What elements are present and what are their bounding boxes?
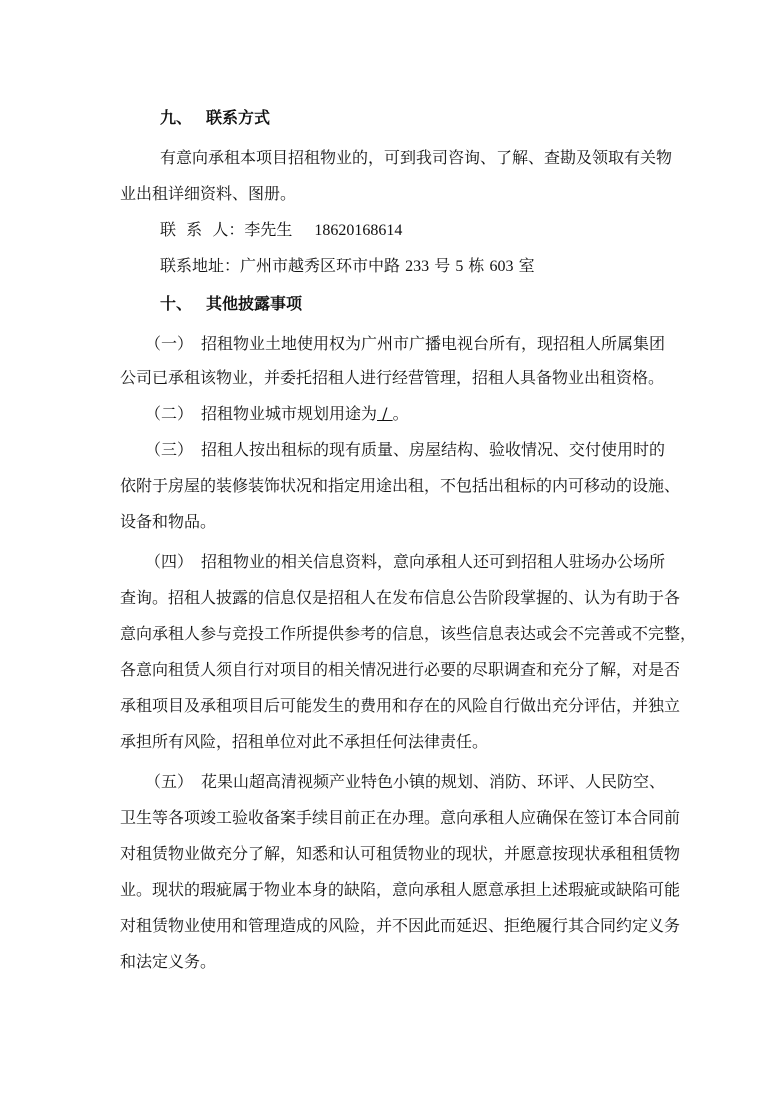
contact-label: 联 系 人： <box>160 220 245 239</box>
item-3-line-2: 依附于房屋的装修装饰状况和指定用途出租，不包括出租标的内可移动的设施、 <box>120 476 681 495</box>
item-1-line-1: 招租物业土地使用权为广州市广播电视台所有，现招租人所属集团 <box>201 334 666 353</box>
contact-phone: 18620168614 <box>314 222 403 239</box>
address-label: 联系地址： <box>160 256 241 275</box>
item-5-line-1: 花果山超高清视频产业特色小镇的规划、消防、环评、人民防空、 <box>201 772 666 791</box>
item-5-line-6: 和法定义务。 <box>120 952 217 971</box>
item-4-line-2: 查询。招租人披露的信息仅是招租人在发布信息公告阶段掌握的、认为有助于各 <box>120 588 681 607</box>
address-number-2: 5 <box>455 258 464 275</box>
section-9-number: 九、 <box>160 108 193 127</box>
item-3-line-3: 设备和物品。 <box>120 512 217 531</box>
item-2-underlined-value: / <box>377 404 393 423</box>
item-5-line-3: 对租赁物业做充分了解，知悉和认可租赁物业的现状，并愿意按现状承租租赁物 <box>120 844 681 863</box>
item-4-line-1: 招租物业的相关信息资料，意向承租人还可到招租人驻场办公场所 <box>201 552 666 571</box>
contact-address-line <box>160 256 535 277</box>
item-2-text-before: 招租物业城市规划用途为 <box>201 404 378 423</box>
item-1-line-2: 公司已承租该物业，并委托招租人进行经营管理，招租人具备物业出租资格。 <box>120 368 665 387</box>
item-3-first-line <box>145 440 665 460</box>
contact-name: 李先生 <box>244 220 293 239</box>
item-3-marker: （三） <box>145 440 194 459</box>
item-2-marker: （二） <box>145 404 194 423</box>
item-5-line-5: 对租赁物业使用和管理造成的风险，并不因此而延迟、拒绝履行其合同约定义务 <box>120 916 681 935</box>
address-number-3: 603 <box>489 258 514 275</box>
item-2-line <box>145 404 409 424</box>
address-part-1: 广州市越秀区环市中路 <box>240 256 401 275</box>
address-number-1: 233 <box>405 258 430 275</box>
section-9-title: 联系方式 <box>206 108 271 127</box>
item-5-line-2: 卫生等各项竣工验收备案手续目前正在办理。意向承租人应确保在签订本合同前 <box>120 808 681 827</box>
item-4-line-3: 意向承租人参与竞投工作所提供参考的信息，该些信息表达或会不完善或不完整， <box>120 624 697 643</box>
section-9-intro-line-2: 业出租详细资料、图册。 <box>120 184 297 203</box>
section-10-number: 十、 <box>160 294 193 313</box>
address-part-2: 号 <box>434 256 451 275</box>
item-2-text-after: 。 <box>392 404 409 423</box>
item-5-marker: （五） <box>145 772 194 791</box>
item-4-marker: （四） <box>145 552 194 571</box>
item-3-line-1: 招租人按出租标的现有质量、房屋结构、验收情况、交付使用时的 <box>201 440 666 459</box>
item-5-first-line <box>145 772 665 792</box>
contact-person-line <box>160 220 402 241</box>
section-10-title: 其他披露事项 <box>206 294 303 313</box>
item-1-first-line <box>145 334 665 354</box>
section-10-heading <box>160 294 302 314</box>
item-4-line-6: 承担所有风险，招租单位对此不承担任何法律责任。 <box>120 732 489 751</box>
section-9-heading <box>160 108 270 128</box>
item-5-line-4: 业。现状的瑕疵属于物业本身的缺陷，意向承租人愿意承担上述瑕疵或缺陷可能 <box>120 880 681 899</box>
address-part-4: 室 <box>518 256 535 275</box>
section-9-intro-line-1: 有意向承租本项目招租物业的，可到我司咨询、了解、查勘及领取有关物 <box>160 148 673 167</box>
item-4-line-4: 各意向租赁人须自行对项目的相关情况进行必要的尽职调查和充分了解，对是否 <box>120 660 681 679</box>
item-4-first-line <box>145 552 665 572</box>
item-1-marker: （一） <box>145 334 194 353</box>
item-4-line-5: 承租项目及承租项目后可能发生的费用和存在的风险自行做出充分评估，并独立 <box>120 696 681 715</box>
address-part-3: 栋 <box>468 256 485 275</box>
